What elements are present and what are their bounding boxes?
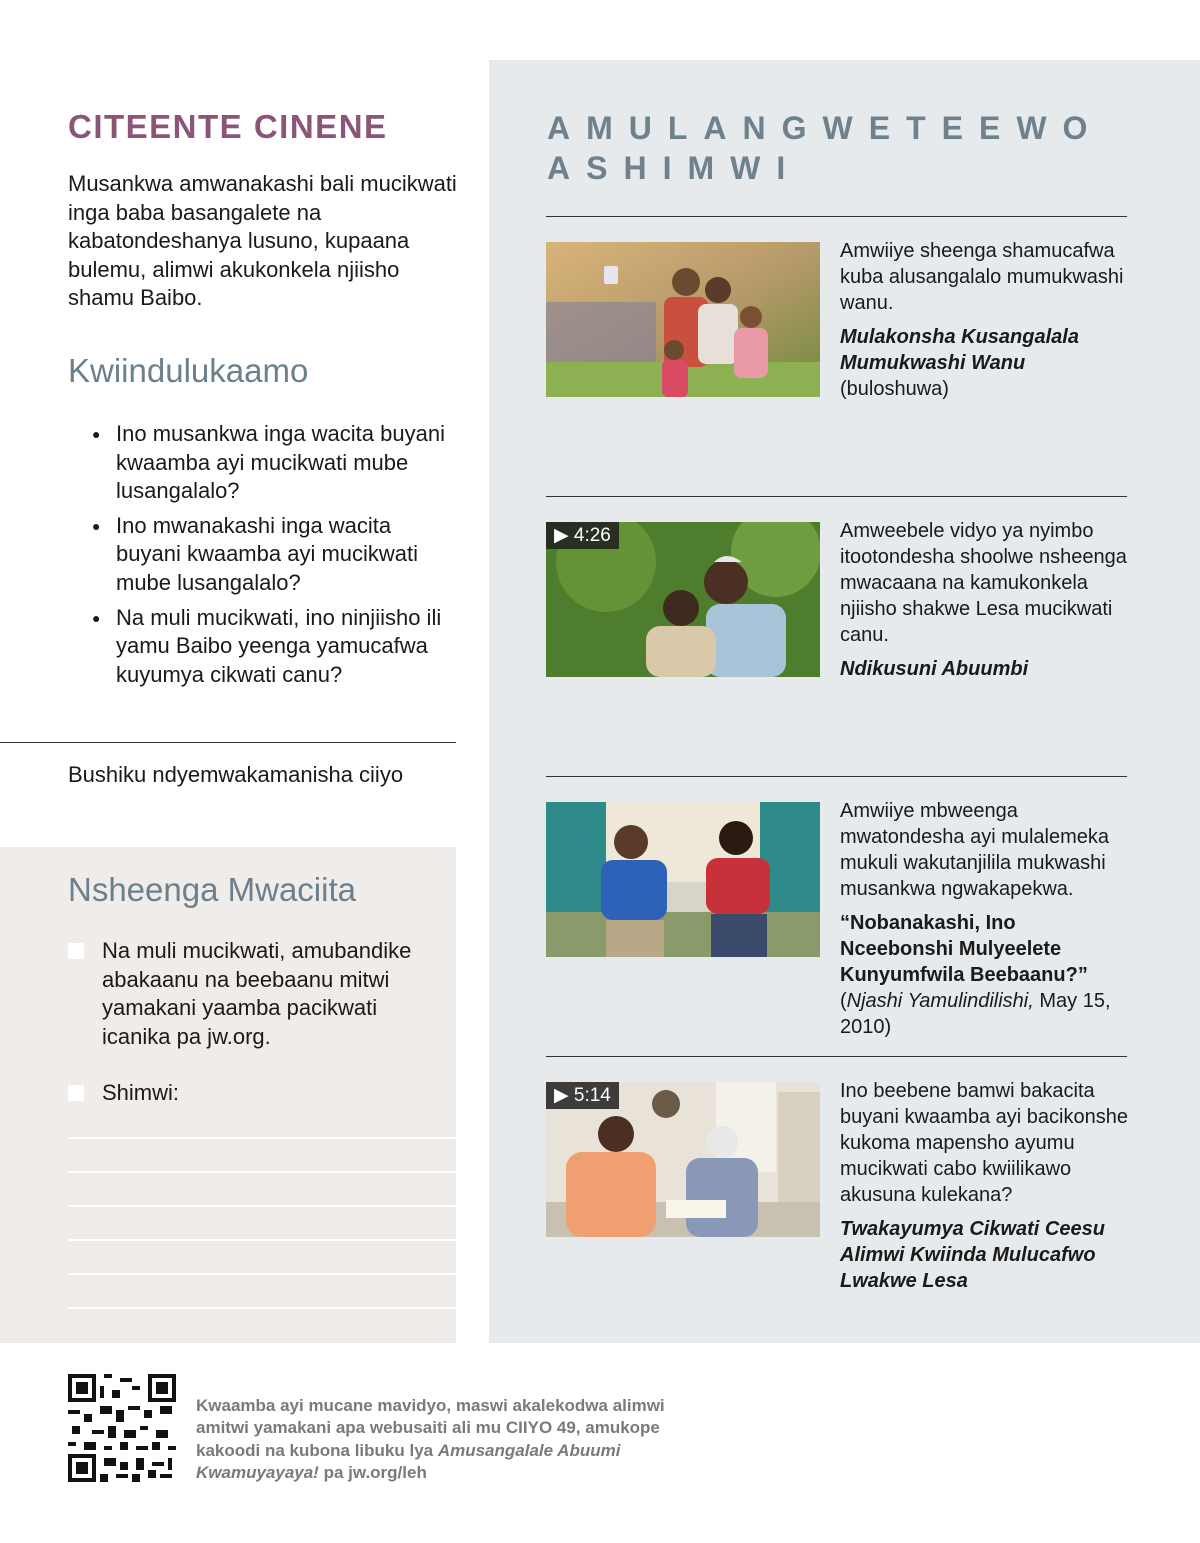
- review-list: [92, 420, 452, 695]
- writing-line[interactable]: [68, 1137, 456, 1139]
- completed-date-label: Bushiku ndyemwakamanisha ciiyo: [68, 762, 404, 787]
- summary-title: CITEENTE CINENE: [68, 108, 388, 145]
- goals-panel: [0, 847, 456, 1343]
- checkbox[interactable]: [68, 1085, 84, 1101]
- writing-line[interactable]: [68, 1171, 456, 1173]
- writing-line[interactable]: [68, 1273, 456, 1275]
- family-selfie-photo[interactable]: [546, 242, 820, 397]
- goals-title: Nsheenga Mwaciita: [68, 871, 356, 908]
- resource-title-text[interactable]: Twakayumya Cikwati Ceesu Alimwi Kwiinda Mulucafwo Lwakwe Lesa: [840, 1218, 1105, 1292]
- resource-title-text[interactable]: Mulakonsha Kusangalala Mumukwashi Wanu: [840, 326, 1079, 374]
- resource-source-prefix: (: [840, 990, 847, 1012]
- resource-title[interactable]: [840, 324, 1130, 402]
- qr-code[interactable]: [68, 1374, 176, 1482]
- resource-description: Ino beebene bamwi bakacita buyani kwaamba ayi bacikonshe kukoma mapensho ayumu mucikwati cabo kwiilikawo akusuna kulekana?: [840, 1080, 1128, 1206]
- writing-line[interactable]: [68, 1205, 456, 1207]
- older-couple-reading-photo[interactable]: [546, 1082, 820, 1237]
- couple-talking-photo[interactable]: [546, 802, 820, 957]
- resource-description: Amwiiye mbweenga mwatondesha ayi mulalemeka mukuli wakutanjilila mukwashi musankwa ngwakapekwa.: [840, 800, 1110, 900]
- resource-type: (buloshuwa): [840, 378, 949, 400]
- goal-text: Na muli mucikwati, amubandike abakaanu na beebaanu mitwi yamakani yaamba pacikwati icanika pa jw.org.: [102, 938, 412, 1049]
- resource-title[interactable]: [840, 910, 1130, 1040]
- video-duration-badge: ▶ 4:26: [546, 522, 619, 549]
- footer-note: [196, 1395, 696, 1485]
- summary-text: Musankwa amwanakashi bali mucikwati inga baba basangalete na kabatondeshanya lusuno, kupaana bulemu, alimwi akukonkela njiisho shamu Baibo.: [68, 171, 457, 311]
- explore-title: AMULANGWETEEWO ASHIMWI: [547, 110, 1104, 186]
- resource-title-text[interactable]: “Nobanakashi, Ino Nceebonshi Mulyeelete Kunyumfwila Beebaanu?”: [840, 912, 1088, 986]
- review-title: Kwiindulukaamo: [68, 352, 309, 389]
- footer-book-title: Amusangalale Abuumi Kwamuyayaya!: [196, 1440, 621, 1483]
- resource-description: Amweebele vidyo ya nyimbo itootondesha shoolwe nsheenga mwacaana na kamukonkela njiisho shakwe Lesa mucikwati canu.: [840, 520, 1127, 646]
- resource-title[interactable]: [840, 1216, 1130, 1294]
- goal-item-other[interactable]: [68, 1079, 438, 1109]
- explore-panel: [489, 60, 1200, 1343]
- review-question: ● Ino musankwa inga wacita buyani kwaamba ayi mucikwati mube lusangalalo?: [92, 420, 452, 506]
- resource-description: Amwiiye sheenga shamucafwa kuba alusangalalo mumukwashi wanu.: [840, 240, 1124, 314]
- writing-line[interactable]: [68, 1307, 456, 1309]
- footer-text: Kwaamba ayi mucane mavidyo, maswi akalekodwa alimwi amitwi yamakani apa webusaiti ali mu CIIYO 49, amukope kakoodi na kubona libuku lya: [196, 1396, 665, 1460]
- writing-line[interactable]: [68, 1239, 456, 1241]
- video-duration-badge: ▶ 5:14: [546, 1082, 619, 1109]
- footer-link-text[interactable]: pa jw.org/leh: [318, 1463, 427, 1483]
- review-question: ● Ino mwanakashi inga wacita buyani kwaamba ayi mucikwati mube lusangalalo?: [92, 512, 452, 598]
- divider: [546, 496, 1127, 497]
- review-question: ● Na muli mucikwati, ino ninjiisho ili yamu Baibo yeenga yamucafwa kuyumya cikwati canu?: [92, 604, 452, 690]
- divider: [0, 742, 456, 743]
- resource-source: Njashi Yamulindilishi,: [846, 990, 1034, 1012]
- goal-text: Shimwi:: [102, 1080, 180, 1105]
- resource-title[interactable]: [840, 656, 1130, 682]
- divider: [546, 216, 1127, 217]
- elderly-couple-photo[interactable]: [546, 522, 820, 677]
- resource-source-date: May 15, 2010): [840, 990, 1111, 1038]
- checkbox[interactable]: [68, 943, 84, 959]
- goal-item[interactable]: [68, 937, 438, 1057]
- resource-title-text[interactable]: Ndikusuni Abuumbi: [840, 658, 1029, 680]
- divider: [546, 776, 1127, 777]
- divider: [546, 1056, 1127, 1057]
